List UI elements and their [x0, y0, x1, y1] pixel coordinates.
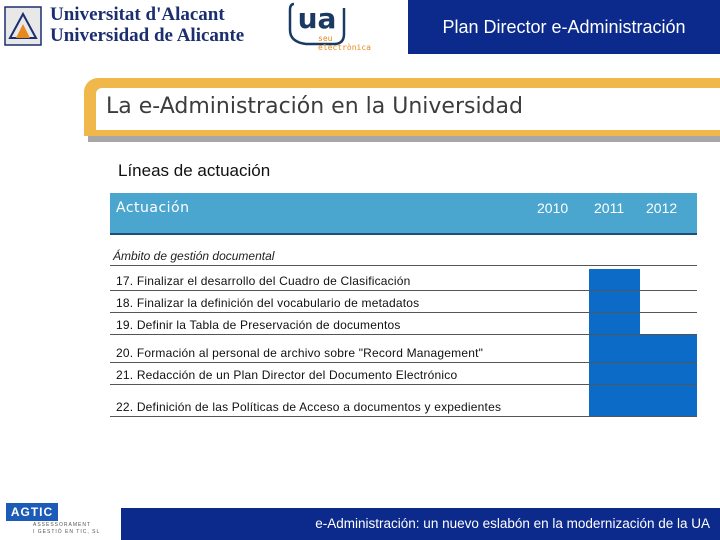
ua-logo-text: ua	[297, 2, 337, 35]
banner-title: Plan Director e-Administración	[442, 16, 686, 37]
table-row	[110, 291, 697, 313]
university-name-spanish: Universidad de Alicante	[50, 25, 245, 46]
footer-banner	[121, 508, 720, 540]
section-heading: Líneas de actuación	[118, 161, 271, 180]
university-logo	[0, 0, 245, 52]
ua-logo-sub2: electrònica	[318, 43, 371, 52]
table-header	[110, 193, 697, 235]
agtic-sub1: ASSESSORAMENT	[33, 522, 92, 528]
university-emblem-icon	[4, 6, 42, 46]
table-row	[110, 266, 697, 291]
row-text: 17. Finalizar el desarrollo del Cuadro de Clasificación	[116, 274, 411, 288]
table-row	[110, 363, 697, 385]
footer-text: e-Administración: un nuevo eslabón en la modernización de la UA	[315, 516, 710, 531]
agtic-sub2: I GESTIÓ EN TIC, SL	[33, 529, 101, 535]
ua-logo-subtitle	[318, 34, 371, 52]
agtic-logo-subtitle	[33, 522, 100, 536]
row-text: 18. Finalizar la definición del vocabulario de metadatos	[116, 296, 420, 310]
table-row	[110, 385, 697, 417]
column-header-actuacion: Actuación	[116, 200, 190, 216]
group-label: Ámbito de gestión documental	[113, 249, 275, 263]
column-header-2011: 2011	[594, 200, 625, 216]
column-header-2012: 2012	[646, 200, 678, 216]
header-banner	[408, 0, 720, 54]
slide-title: La e-Administración en la Universidad	[106, 94, 523, 119]
row-text: 22. Definición de las Políticas de Acceso a documentos y expedientes	[116, 400, 502, 414]
table-row	[110, 313, 697, 335]
agtic-logo: AGTIC	[6, 503, 58, 521]
row-text: 19. Definir la Tabla de Preservación de documentos	[116, 318, 401, 332]
column-header-2010: 2010	[537, 200, 569, 216]
ua-logo-sub1: seu	[318, 34, 333, 43]
row-text: 20. Formación al personal de archivo sobre "Record Management"	[116, 346, 484, 360]
table-row	[110, 335, 697, 363]
row-text: 21. Redacción de un Plan Director del Documento Electrónico	[116, 368, 458, 382]
university-name-valencian: Universitat d'Alacant	[50, 4, 225, 25]
